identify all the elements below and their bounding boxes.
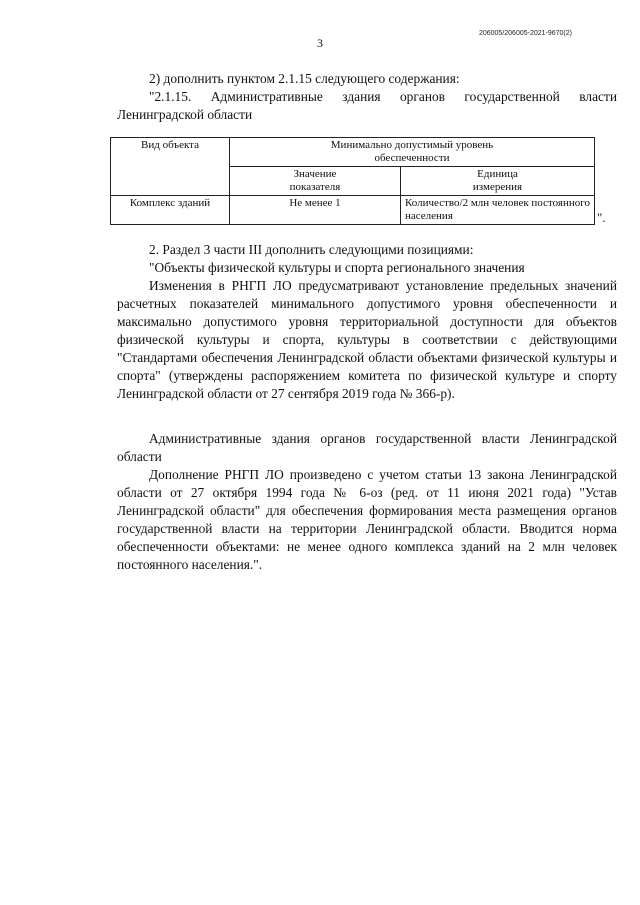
cell-object: Комплекс зданий — [111, 196, 230, 225]
amendment-item-2: 2) дополнить пунктом 2.1.15 следующего содержания: — [149, 71, 460, 86]
amendment-item-2-section: 2. Раздел 3 части III дополнить следующими позициями: — [149, 242, 474, 257]
clause-2-1-15-title: "2.1.15. Административные здания органов государственной власти Ленинградской области — [117, 89, 617, 122]
admin-buildings-paragraph: Дополнение РНГП ЛО произведено с учетом статьи 13 закона Ленинградской области от 27 октября 1994 года № 6-оз (ред. от 11 июня 2021 года) "Устав Ленинградской области" для обеспечения формирования места размещения органов государственной власти на территории Ленинградской области. Вводится норма обеспеченности объектами: не менее одного комплекса зданий на 2 млн человек постоянного населения.". — [117, 467, 617, 572]
section-2 — [117, 241, 617, 403]
table-header-row — [111, 138, 595, 167]
document-id: 206005/206005-2021-9670(2) — [478, 30, 572, 37]
section-3 — [117, 430, 617, 574]
sports-objects-heading: "Объекты физической культуры и спорта регионального значения — [149, 260, 525, 275]
table-row — [111, 196, 595, 225]
header-indicator-value: Значение показателя — [230, 167, 401, 196]
sports-objects-paragraph: Изменения в РНГП ЛО предусматривают установление предельных значений расчетных показателей минимального допустимого уровня обеспеченности и максимально допустимого уровня территориальной доступности для объектов физической культуры и спорта, культуры в соответствии с действующими "Стандартами обеспечения Ленинградской области объектами физической культуры и спорта" (утверждены распоряжением комитета по физической культуре и спорту Ленинградской области от 27 сентября 2019 года № 366-р). — [117, 278, 617, 401]
header-unit: Единица измерения — [401, 167, 595, 196]
cell-unit: Количество/2 млн человек постоянного населения — [401, 196, 595, 225]
norms-table — [110, 137, 595, 225]
closing-quote: ". — [597, 210, 606, 225]
section-1 — [117, 70, 617, 124]
header-object-type: Вид объекта — [111, 138, 230, 196]
admin-buildings-heading: Административные здания органов государственной власти Ленинградской области — [117, 431, 617, 464]
page-number: 3 — [317, 36, 323, 50]
cell-value: Не менее 1 — [230, 196, 401, 225]
header-min-level: Минимально допустимый уровень обеспеченности — [230, 138, 595, 167]
